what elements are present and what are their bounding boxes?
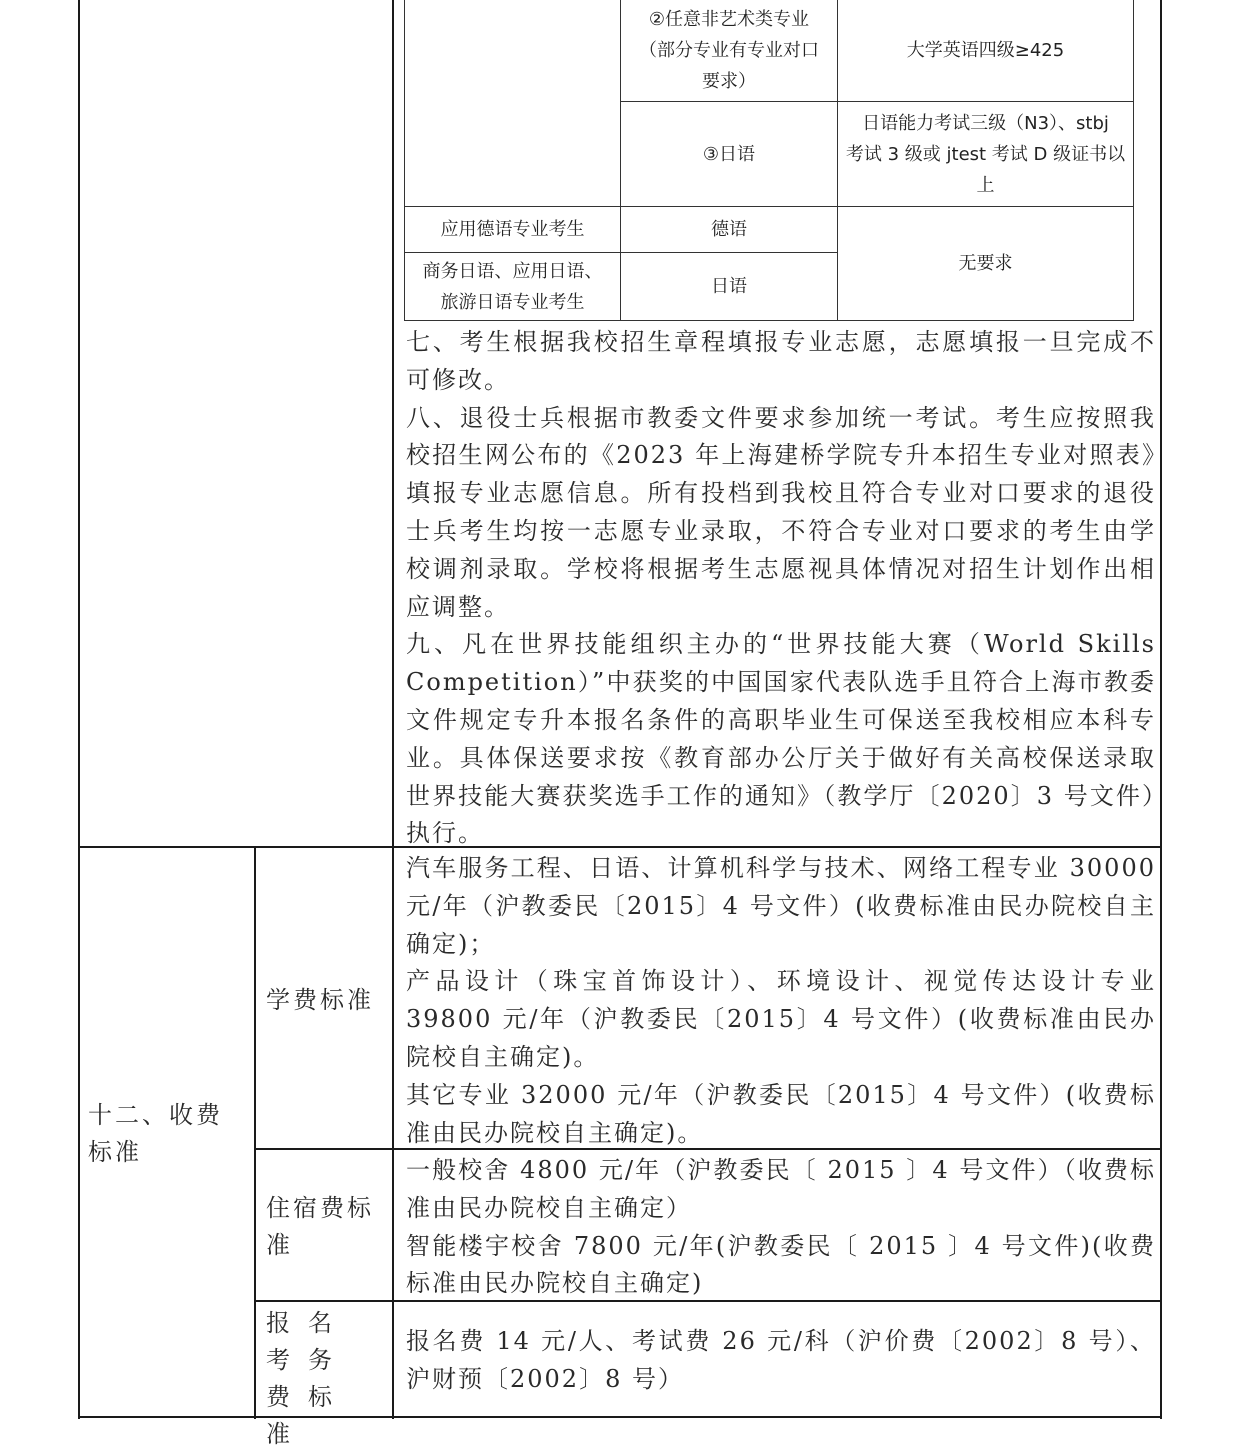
admission-notes (406, 324, 1156, 853)
tuition-content (406, 850, 1156, 1152)
accommodation-item-2: 智能楼宇校舍 7800 元/年(沪教委民〔 2015 〕4 号文件)(收费标准由民办院校自主确定) (406, 1231, 1156, 1298)
inner-table-bottom-border (404, 320, 1134, 321)
accommodation-label: 住宿费标准 (266, 1194, 374, 1259)
table-bottom-border (78, 1416, 1162, 1418)
major-japanese-cell: ③日语 (702, 143, 756, 165)
table-right-border (1160, 0, 1162, 1419)
exam-fee-item: 报名费 14 元/人、考试费 26 元/科（沪价费〔2002〕8 号）、沪财预〔2002〕8 号） (406, 1327, 1156, 1393)
table-left-border (78, 0, 80, 1419)
inner-table-right-border (1133, 0, 1134, 321)
requirement-japanese-cert-cell: 日语能力考试三级（N3）、stbj 考试 3 级或 jtest 考试 D 级证书以 上 (845, 112, 1126, 196)
exam-fee-content (406, 1323, 1156, 1399)
note-item-9: 九、凡在世界技能组织主办的“世界技能大赛（World Skills Competition）”中获奖的中国国家代表队选手且符合上海市教委文件规定专升本报名条件的高职毕业生可保送至我校相应本科专业。具体保送要求按《教育部办公厅关于做好有关高校保送录取世界技能大赛获奖选手工作的通知》（教学厅〔2020〕3 号文件）执行。 (406, 630, 1156, 848)
japanese-candidate-cell: 商务日语、应用日语、 旅游日语专业考生 (422, 260, 603, 313)
no-requirement-cell: 无要求 (958, 253, 1013, 274)
tuition-label: 学费标准 (266, 986, 374, 1014)
requirement-cet4-cell: 大学英语四级≥425 (906, 40, 1065, 61)
german-candidate-cell: 应用德语专业考生 (440, 219, 585, 240)
accommodation-item-1: 一般校舍 4800 元/年（沪教委民〔 2015 〕4 号文件）（收费标准由民办院校自主确定） (406, 1156, 1156, 1222)
exam-fee-label: 报名考务费标准 (266, 1309, 350, 1448)
accommodation-content (406, 1152, 1156, 1303)
japanese-language-cell: 日语 (711, 276, 747, 297)
fee-label-divider (254, 846, 256, 1419)
major-any-nonart-cell: ②任意非艺术类专业 （部分专业有专业对口 要求） (639, 9, 819, 92)
tuition-item-1: 汽车服务工程、日语、计算机科学与技术、网络工程专业 30000 元/年（沪教委民〔2015〕4 号文件）(收费标准由民办院校自主确定)； (406, 854, 1156, 958)
fee-section-label: 十二、收费标准 (88, 1101, 223, 1166)
german-language-cell: 德语 (711, 219, 747, 240)
table-column-divider (392, 0, 394, 1419)
note-item-8: 八、退役士兵根据市教委文件要求参加统一考试。考生应按照我校招生网公布的《2023 年上海建桥学院专升本招生专业对照表》填报专业志愿信息。所有投档到我校且符合专业对口要求的退役士兵考生均按一志愿专业录取，不符合专业对口要求的考生由学校调剂录取。学校将根据考生志愿视具体情况对招生计划作出相应调整。 (406, 403, 1156, 621)
tuition-item-2: 产品设计（珠宝首饰设计）、环境设计、视觉传达设计专业 39800 元/年（沪教委民〔2015〕4 号文件）(收费标准由民办院校自主确定)。 (406, 967, 1156, 1071)
note-item-7: 七、考生根据我校招生章程填报专业志愿，志愿填报一旦完成不可修改。 (406, 328, 1156, 394)
tuition-item-3: 其它专业 32000 元/年（沪教委民〔2015〕4 号文件）(收费标准由民办院校自主确定)。 (406, 1080, 1156, 1147)
